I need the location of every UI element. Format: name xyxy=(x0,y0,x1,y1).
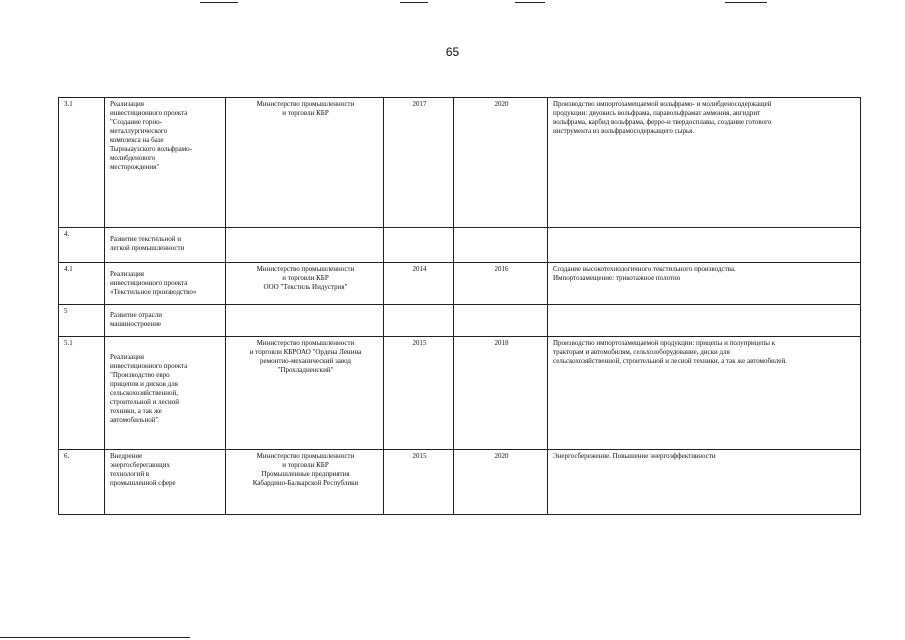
executor: Министерство промышленности и торговли КБР xyxy=(226,98,384,228)
executor xyxy=(226,228,384,263)
start-year: 2017 xyxy=(384,98,454,228)
row-number: 4.1 xyxy=(59,263,105,305)
start-year xyxy=(384,305,454,337)
expected-result xyxy=(548,305,861,337)
scan-mark xyxy=(725,2,767,3)
expected-result: Создание высокотехнологичного текстильного производства. Импортозамещение: трикотажное полотно xyxy=(548,263,861,305)
executor: Министерство промышленности и торговли КБР ООО "Текстиль Индустрия" xyxy=(226,263,384,305)
end-year: 2016 xyxy=(454,263,548,305)
executor: Министерство промышленности и торговли КБРОАО "Ордена Ленина ремонтно-механический завод "Прохладненский" xyxy=(226,337,384,450)
table-row xyxy=(59,305,861,337)
expected-result: Производство импортозамещаемой вольфрамо- и молибденосодержащей продукции: двуокись вольфрама, паравольфрамат аммония, ангидрит вольфрама, карбид вольфрама, ферро-н твердосплавы, создание готового инструмента из вольфрамосодержащего сырья. xyxy=(548,98,861,228)
row-number: 5.1 xyxy=(59,337,105,450)
scan-mark xyxy=(515,2,545,3)
end-year: 2018 xyxy=(454,337,548,450)
row-number: 4. xyxy=(59,228,105,263)
measure-name: Внедрение энергосберегающих технологий в промышленной сфере xyxy=(105,450,226,515)
expected-result: Производство импортозамещаемой продукции: прицепы и полуприцепы к тракторам и автомобилям, сельхозоборудование, диски для сельскохозяйственной, строительной и лесной техники, а так же автомобилей. xyxy=(548,337,861,450)
end-year xyxy=(454,305,548,337)
start-year: 2015 xyxy=(384,450,454,515)
row-number: 5 xyxy=(59,305,105,337)
table-row xyxy=(59,450,861,515)
measure-name: Реализация инвестиционного проекта «Текстильное производство» xyxy=(105,263,226,305)
executor: Министерство промышленности и торговли КБР Промышленные предприятия Кабардино-Балкарской Республики xyxy=(226,450,384,515)
end-year: 2020 xyxy=(454,450,548,515)
table-row xyxy=(59,228,861,263)
scan-mark xyxy=(0,637,190,638)
measure-name: Развитие отрасли машиностроение xyxy=(105,305,226,337)
scan-mark xyxy=(400,2,428,3)
measure-name: Реализация инвестиционного проекта "Создание горно- металлургического комплекса на базе Тырныаузского вольфрамо- молибденового месторождения" xyxy=(105,98,226,228)
table-row xyxy=(59,263,861,305)
end-year xyxy=(454,228,548,263)
row-number: 6. xyxy=(59,450,105,515)
expected-result xyxy=(548,228,861,263)
scan-mark xyxy=(200,2,238,3)
start-year: 2014 xyxy=(384,263,454,305)
start-year xyxy=(384,228,454,263)
table-row xyxy=(59,98,861,228)
page-number: 65 xyxy=(445,45,460,59)
end-year: 2020 xyxy=(454,98,548,228)
document-table xyxy=(58,97,861,515)
measure-name: Реализация инвестиционного проекта "Производство евро прицепов и дисков для сельскохозяйственной, строительной и лесной техники, а так же автомобильной" xyxy=(105,337,226,450)
expected-result: Энергосбережение. Повышение энергоэффективности xyxy=(548,450,861,515)
row-number: 3.1 xyxy=(59,98,105,228)
table-row xyxy=(59,337,861,450)
start-year: 2015 xyxy=(384,337,454,450)
measure-name: Развитие текстильной и легкой промышленности xyxy=(105,228,226,263)
executor xyxy=(226,305,384,337)
